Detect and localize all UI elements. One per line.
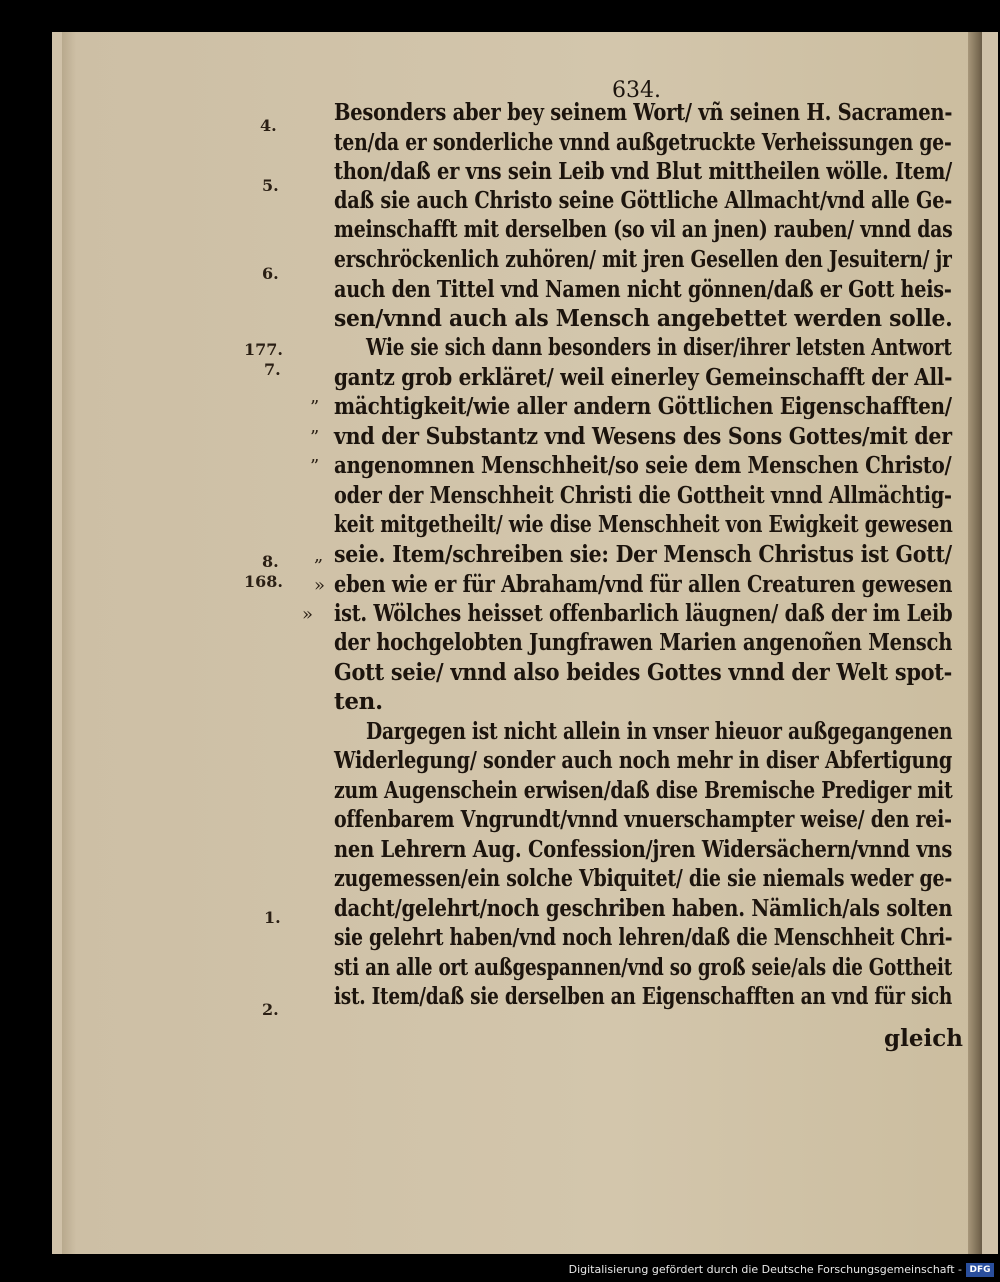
text-line: sie gelehrt haben/vnd noch lehren/daß die Menschheit Chri- — [334, 924, 953, 951]
quote-mark: » — [314, 575, 326, 596]
text-line: Wie sie sich dann besonders in diser/ihrer letsten Antwort — [366, 334, 952, 361]
text-line: ten/da er sonderliche vnnd außgetruckte Verheissungen ge- — [334, 129, 952, 156]
text-line: Gott seie/ vnnd also beides Gottes vnnd der Welt spot- — [334, 659, 953, 686]
text-line: ist. Wölches heisset offenbarlich läugnen/ daß der im Leib — [334, 600, 953, 627]
margin-number: 177. — [244, 340, 283, 359]
text-line: ten. — [334, 688, 383, 715]
quote-mark: ” — [310, 456, 320, 477]
margin-number: 168. — [244, 572, 283, 591]
text-line: thon/daß er vns sein Leib vnd Blut mittheilen wölle. Item/ — [334, 158, 952, 185]
text-line: Widerlegung/ sonder auch noch mehr in diser Abfertigung — [334, 747, 953, 774]
margin-number: 5. — [262, 176, 279, 195]
text-line: erschröckenlich zuhören/ mit jren Gesellen den Jesuitern/ jr — [334, 246, 952, 273]
text-line: vnd der Substantz vnd Wesens des Sons Gottes/mit der — [334, 423, 952, 450]
margin-number: 7. — [264, 360, 281, 379]
page-edge — [968, 32, 982, 1254]
quote-mark: ” — [310, 427, 320, 448]
text-line: Besonders aber bey seinem Wort/ vñ seinen H. Sacramen- — [334, 99, 953, 126]
text-line: seie. Item/schreiben sie: Der Mensch Christus ist Gott/ — [334, 541, 952, 568]
text-line: ist. Item/daß sie derselben an Eigenschafften an vnd für sich — [334, 983, 953, 1010]
footer-credit: Digitalisierung gefördert durch die Deutsche Forschungsgemeinschaft - — [568, 1263, 962, 1276]
text-line: der hochgelobten Jungfrawen Marien angenoñen Mensch — [334, 629, 953, 656]
margin-number: 1. — [264, 908, 281, 927]
text-line: gantz grob erkläret/ weil einerley Gemeinschafft der All- — [334, 364, 953, 391]
page-number: 634. — [612, 78, 661, 103]
text-line: offenbarem Vngrundt/vnnd vnuerschampter weise/ den rei- — [334, 806, 952, 833]
quote-mark: „ — [314, 545, 324, 566]
margin-number: 2. — [262, 1000, 279, 1019]
text-line: sen/vnnd auch als Mensch angebettet werden solle. — [334, 305, 953, 332]
quote-mark: ” — [310, 397, 320, 418]
text-line: dacht/gelehrt/noch geschriben haben. Nämlich/als solten — [334, 895, 953, 922]
text-line: meinschafft mit derselben (so vil an jnen) rauben/ vnnd das — [334, 216, 953, 243]
text-line: sti an alle ort außgespannen/vnd so groß seie/als die Gottheit — [334, 954, 952, 981]
text-line: Dargegen ist nicht allein in vnser hieuor außgegangenen — [366, 718, 953, 745]
text-line: keit mitgetheilt/ wie dise Menschheit von Ewigkeit gewesen — [334, 511, 953, 538]
margin-number: 6. — [262, 264, 279, 283]
margin-number: 4. — [260, 116, 277, 135]
text-line: mächtigkeit/wie aller andern Göttlichen Eigenschafften/ — [334, 393, 952, 420]
dfg-logo: DFG — [966, 1263, 994, 1277]
catchword: gleich — [884, 1025, 963, 1052]
text-line: angenomnen Menschheit/so seie dem Menschen Christo/ — [334, 452, 952, 479]
text-line: zum Augenschein erwisen/daß dise Bremische Prediger mit — [334, 777, 953, 804]
text-line: auch den Tittel vnd Namen nicht gönnen/daß er Gott heis- — [334, 276, 952, 303]
text-line: oder der Menschheit Christi die Gottheit vnnd Allmächtig- — [334, 482, 952, 509]
text-line: zugemessen/ein solche Vbiquitet/ die sie niemals weder ge- — [334, 865, 952, 892]
text-line: daß sie auch Christo seine Göttliche Allmacht/vnd alle Ge- — [334, 187, 953, 214]
text-line: eben wie er für Abraham/vnd für allen Creaturen gewesen — [334, 571, 953, 598]
text-line: nen Lehrern Aug. Confession/jren Widersächern/vnnd vns — [334, 836, 953, 863]
margin-number: 8. — [262, 552, 279, 571]
quote-mark: » — [302, 604, 314, 625]
